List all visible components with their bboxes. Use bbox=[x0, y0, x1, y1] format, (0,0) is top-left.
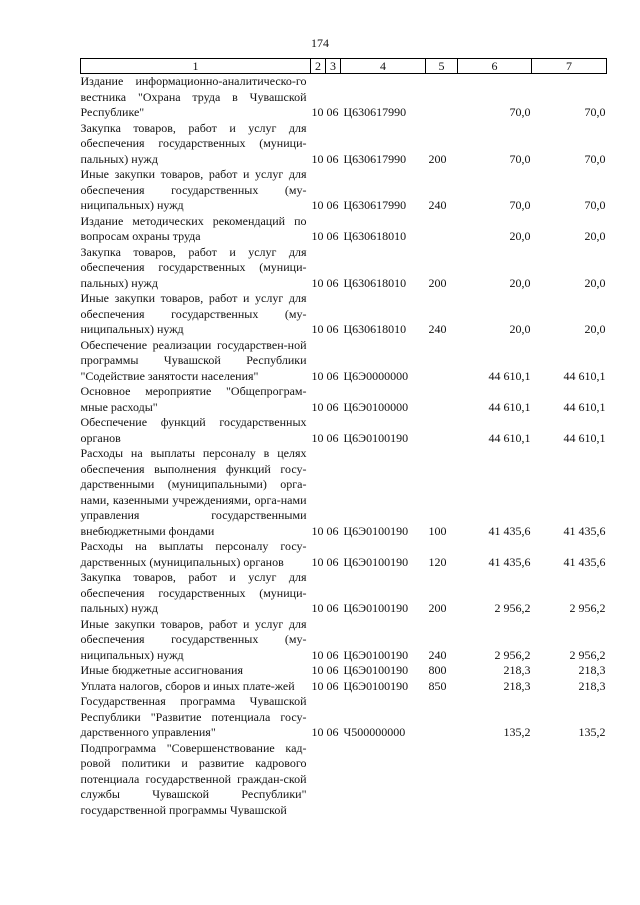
row-section: 10 bbox=[311, 430, 324, 445]
table-row bbox=[81, 570, 607, 617]
row-subsection: 06 bbox=[326, 198, 339, 212]
row-section: 10 bbox=[311, 275, 324, 290]
row-amount-2: 20,0 bbox=[584, 322, 606, 336]
table-row bbox=[81, 679, 607, 695]
row-target-code: Ц630618010 bbox=[343, 275, 407, 290]
row-amount-1: 2 956,2 bbox=[494, 601, 531, 615]
row-target-code: Ц6Э0100190 bbox=[343, 430, 409, 445]
row-amount-1 bbox=[458, 741, 532, 819]
row-amount-1: 20,0 bbox=[509, 322, 531, 336]
row-section: 10 bbox=[311, 151, 324, 166]
row-section: 10 bbox=[311, 725, 324, 739]
row-subsection: 06 bbox=[326, 554, 339, 569]
table-row bbox=[81, 415, 607, 446]
row-name: Закупка товаров, работ и услуг для обеспечения государственных (муници-пальных) нужд bbox=[80, 120, 307, 166]
row-subsection: 06 bbox=[326, 275, 339, 290]
row-name: Закупка товаров, работ и услуг для обеспечения государственных (муници-пальных) нужд bbox=[80, 570, 307, 615]
header-row bbox=[81, 59, 607, 74]
row-name: Уплата налогов, сборов и иных плате-жей bbox=[80, 678, 295, 693]
row-amount-2: 20,0 bbox=[584, 229, 606, 243]
row-subsection: 06 bbox=[326, 601, 339, 615]
row-amount-2: 2 956,2 bbox=[569, 601, 606, 615]
row-expense-type: 240 bbox=[428, 647, 447, 662]
row-amount-2 bbox=[532, 741, 607, 819]
row-amount-1: 218,3 bbox=[503, 663, 531, 677]
row-target-code bbox=[341, 741, 426, 819]
table-row bbox=[81, 167, 607, 214]
row-target-code: Ц630618010 bbox=[343, 229, 407, 243]
row-amount-2: 135,2 bbox=[578, 725, 606, 739]
table-row bbox=[81, 663, 607, 679]
table-row bbox=[81, 617, 607, 664]
row-amount-1: 44 610,1 bbox=[488, 368, 531, 383]
row-target-code: Ц6Э0100190 bbox=[343, 554, 409, 569]
column-header: 5 bbox=[426, 59, 458, 74]
row-amount-1: 20,0 bbox=[509, 275, 531, 290]
row-target-code: Ц630618010 bbox=[343, 322, 407, 336]
row-section: 10 bbox=[311, 322, 324, 336]
row-section: 10 bbox=[311, 399, 324, 414]
row-target-code: Ц6Э0100190 bbox=[343, 601, 409, 615]
row-expense-type: 200 bbox=[428, 275, 447, 290]
table-row bbox=[81, 384, 607, 415]
row-subsection: 06 bbox=[326, 105, 339, 119]
row-amount-2: 44 610,1 bbox=[563, 430, 606, 445]
row-target-code: Ц6Э0000000 bbox=[343, 368, 409, 383]
row-target-code: Ц630617990 bbox=[343, 151, 407, 166]
row-expense-type: 120 bbox=[428, 554, 447, 569]
row-section: 10 bbox=[311, 678, 324, 693]
row-section: 10 bbox=[311, 663, 324, 677]
row-section: 10 bbox=[311, 198, 324, 212]
row-amount-2: 41 435,6 bbox=[563, 523, 606, 538]
row-target-code: Ц6Э0100190 bbox=[343, 663, 409, 677]
column-header: 3 bbox=[326, 59, 341, 74]
row-subsection: 06 bbox=[326, 663, 339, 677]
row-section: 10 bbox=[311, 647, 324, 662]
table-row bbox=[81, 121, 607, 168]
row-amount-2: 44 610,1 bbox=[563, 368, 606, 383]
row-name: Издание информационно-аналитическо-го вестника "Охрана труда в Чувашской Республике" bbox=[80, 74, 307, 119]
row-subsection: 06 bbox=[326, 322, 339, 336]
budget-table bbox=[80, 58, 607, 818]
row-name: Иные бюджетные ассигнования bbox=[80, 663, 243, 677]
row-amount-1: 218,3 bbox=[503, 678, 531, 693]
table-row bbox=[81, 245, 607, 292]
row-section: 10 bbox=[311, 105, 324, 119]
row-name: Иные закупки товаров, работ и услуг для обеспечения государственных (му-ниципальных) нужд bbox=[80, 167, 307, 212]
row-name: Расходы на выплаты персоналу госу-дарственных (муниципальных) органов bbox=[80, 539, 307, 569]
row-subsection: 06 bbox=[326, 151, 339, 166]
row-expense-type: 800 bbox=[428, 663, 447, 677]
row-section bbox=[311, 741, 326, 819]
row-amount-1: 70,0 bbox=[509, 198, 531, 212]
row-amount-1: 41 435,6 bbox=[488, 523, 531, 538]
row-section: 10 bbox=[311, 554, 324, 569]
row-name: Иные закупки товаров, работ и услуг для обеспечения государственных (му-ниципальных) нужд bbox=[80, 291, 307, 336]
row-section: 10 bbox=[311, 523, 324, 538]
row-expense-type: 200 bbox=[428, 601, 447, 615]
table-row bbox=[81, 291, 607, 338]
row-subsection: 06 bbox=[326, 229, 339, 243]
column-header: 4 bbox=[341, 59, 426, 74]
row-name: Расходы на выплаты персоналу в целях обеспечения выполнения функций госу-дарственными (муниципальными) орга-нами, казенными учреждениями, орга-нами управления государственными внебюджетными фондами bbox=[80, 446, 307, 538]
column-header: 2 bbox=[311, 59, 326, 74]
table-row bbox=[81, 446, 607, 539]
row-amount-2: 2 956,2 bbox=[569, 647, 606, 662]
row-amount-1: 20,0 bbox=[509, 229, 531, 243]
table-row bbox=[81, 539, 607, 570]
row-subsection: 06 bbox=[326, 678, 339, 693]
row-amount-1: 44 610,1 bbox=[488, 399, 531, 414]
row-section: 10 bbox=[311, 229, 324, 243]
row-amount-1: 70,0 bbox=[509, 151, 531, 166]
row-name: Иные закупки товаров, работ и услуг для обеспечения государственных (му-ниципальных) нужд bbox=[80, 616, 307, 662]
table-row bbox=[81, 694, 607, 741]
row-expense-type bbox=[426, 74, 458, 121]
row-expense-type: 200 bbox=[428, 151, 447, 166]
row-amount-2: 44 610,1 bbox=[563, 399, 606, 414]
row-name: Обеспечение реализации государствен-ной программы Чувашской Республики "Содействие занятости населения" bbox=[80, 337, 307, 383]
row-name: Закупка товаров, работ и услуг для обеспечения государственных (муници-пальных) нужд bbox=[80, 244, 307, 290]
row-subsection: 06 bbox=[326, 399, 339, 414]
row-target-code: Ц630617990 bbox=[343, 105, 407, 119]
row-amount-1: 2 956,2 bbox=[494, 647, 531, 662]
row-expense-type bbox=[426, 214, 458, 245]
row-amount-2: 41 435,6 bbox=[563, 554, 606, 569]
row-target-code: Ч500000000 bbox=[343, 725, 406, 739]
row-subsection: 06 bbox=[326, 725, 339, 739]
row-name: Подпрограмма "Совершенствование кад-ровой политики и развитие кадрового потенциала государственной граждан-ской службы Чувашской Республики" государственной программы Чувашской bbox=[80, 740, 307, 817]
row-subsection: 06 bbox=[326, 647, 339, 662]
row-section: 10 bbox=[311, 368, 324, 383]
row-name: Обеспечение функций государственных органов bbox=[80, 415, 307, 445]
row-subsection bbox=[326, 741, 341, 819]
row-name: Основное мероприятие "Общепрограм-мные расходы" bbox=[80, 384, 307, 414]
row-target-code: Ц6Э0100190 bbox=[343, 647, 409, 662]
column-header: 7 bbox=[532, 59, 607, 74]
row-expense-type: 850 bbox=[428, 678, 447, 693]
row-expense-type: 240 bbox=[428, 198, 447, 212]
table-row bbox=[81, 741, 607, 819]
column-header: 1 bbox=[81, 59, 311, 74]
row-subsection: 06 bbox=[326, 523, 339, 538]
row-target-code: Ц630617990 bbox=[343, 198, 407, 212]
page-number: 174 bbox=[311, 36, 329, 50]
row-expense-type bbox=[426, 384, 458, 415]
row-name: Издание методических рекомендаций по вопросам охраны труда bbox=[80, 213, 307, 243]
row-amount-2: 70,0 bbox=[584, 105, 606, 119]
row-subsection: 06 bbox=[326, 368, 339, 383]
row-amount-1: 70,0 bbox=[509, 105, 531, 119]
table-row bbox=[81, 74, 607, 121]
row-amount-1: 135,2 bbox=[503, 725, 531, 739]
column-header: 6 bbox=[458, 59, 532, 74]
row-target-code: Ц6Э0100190 bbox=[343, 678, 409, 693]
row-expense-type: 100 bbox=[428, 523, 447, 538]
row-subsection: 06 bbox=[326, 430, 339, 445]
row-section: 10 bbox=[311, 601, 324, 615]
row-expense-type bbox=[426, 338, 458, 385]
row-expense-type: 240 bbox=[428, 322, 447, 336]
row-amount-2: 218,3 bbox=[578, 678, 606, 693]
row-target-code: Ц6Э0100190 bbox=[343, 523, 409, 538]
row-name: Государственная программа Чувашской Республики "Развитие потенциала госу-дарственного управления" bbox=[80, 694, 307, 739]
row-expense-type bbox=[426, 741, 458, 819]
row-expense-type bbox=[426, 415, 458, 446]
row-amount-1: 44 610,1 bbox=[488, 430, 531, 445]
row-amount-2: 70,0 bbox=[584, 151, 606, 166]
row-amount-2: 20,0 bbox=[584, 275, 606, 290]
row-target-code: Ц6Э0100000 bbox=[343, 399, 409, 414]
row-amount-2: 218,3 bbox=[578, 663, 606, 677]
row-amount-2: 70,0 bbox=[584, 198, 606, 212]
row-amount-1: 41 435,6 bbox=[488, 554, 531, 569]
table-row bbox=[81, 338, 607, 385]
row-expense-type bbox=[426, 694, 458, 741]
table-row bbox=[81, 214, 607, 245]
